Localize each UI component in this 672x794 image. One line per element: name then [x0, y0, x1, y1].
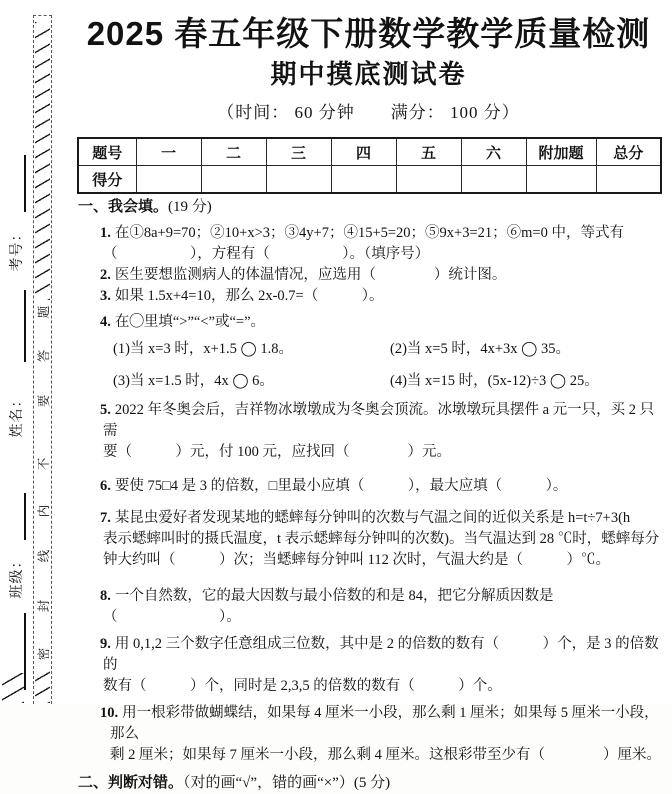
exam-number-blank-line	[24, 155, 26, 212]
hatch-marks-top	[35, 22, 50, 300]
exam-number-label: 考号：	[8, 226, 24, 272]
score-table	[77, 137, 662, 194]
section-one-title: 一、我会填。	[78, 198, 169, 215]
question-1-line-1: 在①8a+9=70；②10+x>3；③4y+7；④15+5=20；⑤9x+3=21；⑥m=0 中，等式有	[114, 225, 624, 241]
question-8	[78, 586, 664, 628]
question-1	[78, 223, 664, 265]
question-2-number: 2.	[100, 267, 111, 283]
question-5-line-2: 要（ ）元，付 100 元，应找回（ ）元。	[103, 444, 451, 460]
question-10	[78, 703, 664, 766]
question-1-line-2: （ ），方程有（ ）。（填序号）	[103, 246, 430, 262]
col-six: 六	[461, 138, 526, 166]
question-7-number: 7.	[100, 510, 111, 526]
seal-char-bu: 不	[36, 457, 51, 471]
question-10-line-2: 剩 2 厘米；如果每 7 厘米一小段，那么剩 4 厘米。这根彩带至少有（ ）厘米。	[110, 747, 661, 763]
section-two-heading	[78, 772, 664, 794]
col-five: 五	[396, 138, 461, 166]
paper-subtitle: 期中摸底测试卷	[270, 59, 467, 89]
question-7-line-3: 钟大约叫（ ）次；当蟋蟀每分钟叫 112 次时，气温大约是（ ）℃。	[103, 552, 610, 568]
extra-blank-line	[24, 613, 26, 690]
time-score-info: （时间： 60 分钟 满分： 100 分）	[217, 103, 520, 122]
seal-char-yao: 要	[36, 394, 51, 408]
col-total: 总分	[596, 138, 661, 166]
question-7	[78, 508, 664, 571]
question-6-line-1: 要使 75□4 是 3 的倍数，□里最小应填（ ），最大应填（ ）。	[114, 478, 568, 494]
score-cell	[396, 166, 461, 194]
seal-char-nei: 内	[36, 504, 51, 518]
seal-char-da: 答	[36, 349, 51, 363]
question-3-line-1: 如果 1.5x+4=10，那么 2x-0.7=（ ）。	[114, 288, 384, 304]
col-three: 三	[266, 138, 331, 166]
question-6	[78, 476, 664, 497]
name-blank-line	[24, 290, 26, 362]
seal-line-strip	[33, 15, 52, 704]
question-10-line-1: 用一根彩带做蝴蝶结，如果每 4 厘米一小段，那么剩 1 厘米；如果每 5 厘米一小段，那么	[110, 705, 659, 742]
question-5-line-1: 2022 年冬奥会后，吉祥物冰墩墩成为冬奥会顶流。冰墩墩玩具摆件 a 元一只，买 2 只需	[103, 402, 655, 439]
question-4-item-4: (4)当 x=15 时，(5x-12)÷3 ◯ 25。	[390, 373, 599, 389]
section-one-heading	[78, 196, 664, 218]
question-8-number: 8.	[100, 588, 111, 604]
section-two-score: （对的画“√”，错的画“×”）(5 分)	[183, 775, 391, 791]
question-7-line-1: 某昆虫爱好者发现某地的蟋蟀每分钟叫的次数与气温之间的近似关系是 h=t÷7+3(h	[114, 510, 631, 526]
hatch-marks-corner	[2, 673, 24, 703]
seal-char-ti: 题	[36, 305, 51, 319]
question-2-line-1: 医生要想监测病人的体温情况，应选用（ ）统计图。	[114, 267, 507, 283]
seal-char-xian: 线	[36, 549, 51, 563]
score-cell	[201, 166, 266, 194]
seal-char-mi: 密	[36, 647, 51, 661]
question-4-item-3: (3)当 x=1.5 时，4x ◯ 6。	[113, 373, 274, 389]
question-3	[78, 286, 664, 307]
question-4	[78, 312, 664, 333]
table-row-score	[78, 166, 661, 194]
col-four: 四	[331, 138, 396, 166]
score-cell	[136, 166, 201, 194]
table-row-header	[78, 138, 661, 166]
col-two: 二	[201, 138, 266, 166]
seal-char-feng: 封	[36, 599, 51, 613]
hatch-marks-bottom	[35, 671, 50, 703]
question-4-item-2: (2)当 x=5 时，4x+3x ◯ 35。	[390, 341, 570, 357]
question-4-item-1: (1)当 x=3 时，x+1.5 ◯ 1.8。	[113, 341, 293, 357]
class-blank-line	[24, 493, 26, 540]
name-label: 姓名：	[8, 392, 24, 438]
question-9-number: 9.	[100, 636, 111, 652]
question-3-number: 3.	[100, 288, 111, 304]
section-two-title: 二、判断对错。	[78, 774, 184, 791]
question-5	[78, 400, 664, 463]
question-7-line-2: 表示蟋蟀叫时的摄氏温度，t 表示蟋蟀每分钟叫的次数)。当气温达到 28 ℃时，蟋蟀每分	[103, 531, 660, 547]
score-cell	[526, 166, 596, 194]
question-4-number: 4.	[100, 314, 111, 330]
section-one-score: (19 分)	[168, 199, 212, 215]
question-4-subrow-2	[78, 365, 664, 397]
score-cell	[331, 166, 396, 194]
score-row-label: 得分	[78, 166, 136, 194]
question-4-subrow-1	[78, 333, 664, 365]
questions-area	[78, 196, 664, 794]
col-question-number: 题号	[78, 138, 136, 166]
col-bonus: 附加题	[526, 138, 596, 166]
paper-title: 2025 春五年级下册数学教学质量检测	[86, 15, 651, 52]
score-cell	[596, 166, 661, 194]
paper-header	[75, 14, 662, 123]
class-label: 班级：	[8, 553, 24, 599]
question-5-number: 5.	[100, 402, 111, 418]
question-4-line-1: 在◯里填“>”“<”或“=”。	[114, 314, 266, 330]
question-9-line-1: 用 0,1,2 三个数字任意组成三位数，其中是 2 的倍数的数有（ ）个，是 3 的倍数的	[103, 636, 659, 673]
question-8-line-1: 一个自然数，它的最大因数与最小倍数的和是 84，把它分解质因数是（ ）。	[103, 588, 554, 625]
score-cell	[461, 166, 526, 194]
question-9	[78, 634, 664, 697]
score-cell	[266, 166, 331, 194]
question-10-number: 10.	[100, 705, 119, 721]
question-9-line-2: 数有（ ）个，同时是 2,3,5 的倍数的数有（ ）个。	[103, 678, 502, 694]
question-6-number: 6.	[100, 478, 111, 494]
question-1-number: 1.	[100, 225, 111, 241]
question-2	[78, 265, 664, 286]
col-one: 一	[136, 138, 201, 166]
